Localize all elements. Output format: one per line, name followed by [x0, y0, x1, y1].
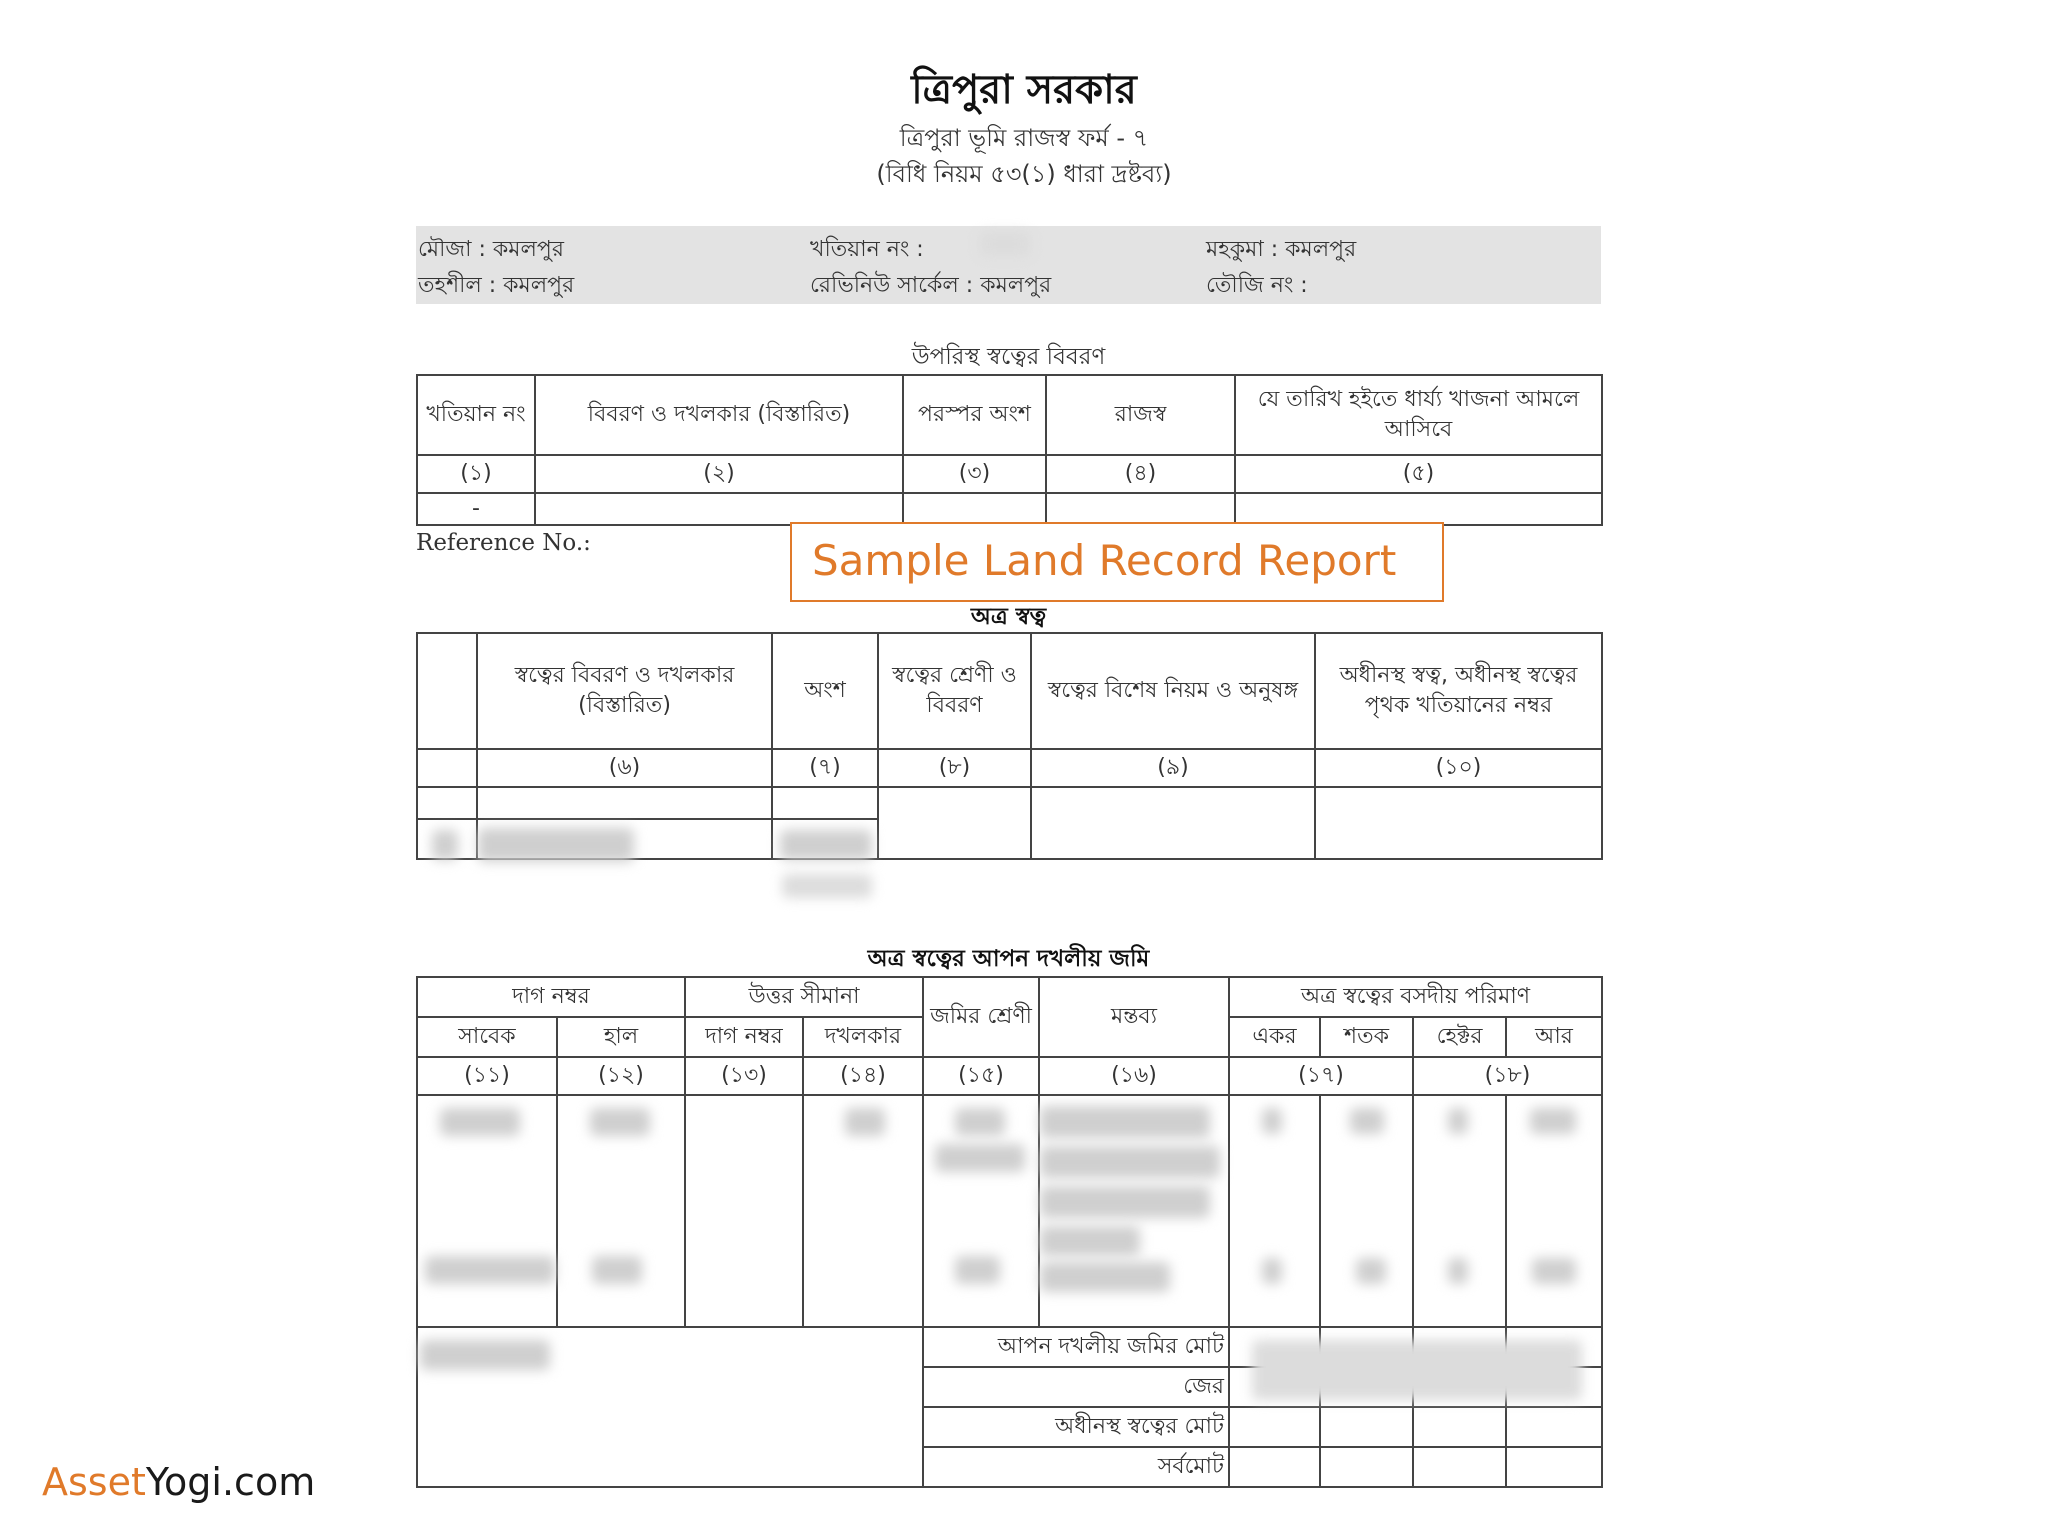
col-number: (১৫)	[923, 1057, 1039, 1095]
header-current: হাল	[557, 1017, 685, 1057]
carry-forward-label: জের	[923, 1367, 1229, 1407]
col-number: (১৮)	[1413, 1057, 1602, 1095]
superior-rights-table	[416, 374, 1603, 526]
table-cell	[878, 787, 1031, 859]
table-cell	[1229, 1407, 1320, 1447]
header-acre: একর	[1229, 1017, 1320, 1057]
col-number: (১১)	[417, 1057, 557, 1095]
redacted-land-class-2	[935, 1144, 1025, 1172]
redacted-shatak	[1356, 1258, 1386, 1284]
header-revenue: রাজস্ব	[1046, 375, 1235, 455]
table-cell	[903, 493, 1046, 525]
redacted-land-class	[955, 1256, 1000, 1284]
table-cell	[1315, 787, 1602, 859]
redacted-totals	[1252, 1340, 1582, 1400]
table3-title: অত্র স্বত্বের আপন দখলীয় জমি	[867, 946, 1150, 972]
redacted-share-note	[782, 874, 872, 898]
header-area: অত্র স্বত্বের বসদীয় পরিমাণ	[1229, 977, 1602, 1017]
redacted-hectare	[1448, 1108, 1468, 1134]
redacted-note	[420, 1340, 550, 1370]
redacted-acre	[1262, 1258, 1282, 1284]
sample-report-label	[790, 522, 1444, 602]
col-number: (১৬)	[1039, 1057, 1229, 1095]
header-north-owner: দখলকার	[803, 1017, 923, 1057]
header-effective-date: যে তারিখ হইতে ধার্য্য খাজনা আমলে আসিবে	[1235, 375, 1602, 455]
header-north-boundary: উত্তর সীমানা	[685, 977, 923, 1017]
header-special-terms: স্বত্বের বিশেষ নিয়ম ও অনুষঙ্গ	[1031, 633, 1315, 749]
redacted-khatian-no	[980, 232, 1030, 256]
redacted-shatak	[1350, 1108, 1384, 1134]
table-cell	[1031, 787, 1315, 859]
redacted-land-class	[955, 1108, 1005, 1136]
col-number: (৬)	[477, 749, 772, 787]
assetyogi-logo	[42, 1460, 315, 1504]
own-land-table	[416, 976, 1603, 1488]
redacted-serial	[432, 830, 458, 860]
table-cell	[1320, 1407, 1413, 1447]
col-number: (৪)	[1046, 455, 1235, 493]
col-number: (১)	[417, 455, 535, 493]
col-number: (৯)	[1031, 749, 1315, 787]
table-cell	[685, 1095, 803, 1327]
current-right-table	[416, 632, 1603, 860]
redacted-remarks	[1040, 1226, 1140, 1256]
subordinate-total-label: অধীনস্থ স্বত্বের মোট	[923, 1407, 1229, 1447]
redacted-are	[1532, 1258, 1576, 1284]
logo-part-yogi: Yogi.com	[145, 1460, 316, 1504]
header-shatak: শতক	[1320, 1017, 1413, 1057]
table-cell	[1506, 1407, 1602, 1447]
header-subordinate-rights: অধীনস্থ স্বত্ব, অধীনস্থ স্বত্বের পৃথক খতিয়ানের নম্বর	[1315, 633, 1602, 749]
reference-label: Reference No.:	[416, 530, 591, 556]
header-dag-number: দাগ নম্বর	[417, 977, 685, 1017]
header-remarks: মন্তব্য	[1039, 977, 1229, 1057]
total-own-land-label: আপন দখলীয় জমির মোট	[923, 1327, 1229, 1367]
revenue-circle-field: রেভিনিউ সার্কেল : কমলপুর	[810, 273, 1052, 298]
redacted-previous-dag	[440, 1108, 520, 1136]
subdivision-field: মহকুমা : কমলপুর	[1206, 237, 1357, 262]
table-cell	[1413, 1407, 1506, 1447]
redacted-hectare	[1448, 1258, 1468, 1284]
table-cell: -	[417, 493, 535, 525]
header-land-class: জমির শ্রেণী	[923, 977, 1039, 1057]
document-title: ত্রিপুরা সরকার	[911, 67, 1137, 113]
col-number: (৮)	[878, 749, 1031, 787]
col-number: (১২)	[557, 1057, 685, 1095]
tehsil-field: তহশীল : কমলপুর	[418, 273, 575, 298]
sample-report-text: Sample Land Record Report	[812, 536, 1397, 585]
table-cell	[772, 787, 878, 819]
header-khatian-no: খতিয়ান নং	[417, 375, 535, 455]
mouza-field: মৌজা : কমলপুর	[418, 237, 564, 262]
header-right-description: স্বত্বের বিবরণ ও দখলকার (বিস্তারিত)	[477, 633, 772, 749]
redacted-owner-name	[478, 828, 634, 862]
col-number: (৭)	[772, 749, 878, 787]
redacted-remarks	[1040, 1186, 1210, 1218]
redacted-are	[1530, 1108, 1576, 1134]
redacted-owner	[845, 1108, 885, 1136]
touzi-field: তৌজি নং :	[1206, 273, 1308, 298]
grand-total-label: সর্বমোট	[923, 1447, 1229, 1487]
table2-title: অত্র স্বত্ব	[970, 604, 1047, 630]
table-cell	[1235, 493, 1602, 525]
table1-title: উপরিস্থ স্বত্বের বিবরণ	[911, 344, 1106, 370]
col-number: (১০)	[1315, 749, 1602, 787]
col-number: (১৪)	[803, 1057, 923, 1095]
table-cell	[535, 493, 903, 525]
header-previous: সাবেক	[417, 1017, 557, 1057]
redacted-share	[780, 830, 872, 860]
header-right-class: স্বত্বের শ্রেণী ও বিবরণ	[878, 633, 1031, 749]
col-number: (৫)	[1235, 455, 1602, 493]
khatian-field: খতিয়ান নং :	[810, 237, 924, 262]
header-north-dag: দাগ নম্বর	[685, 1017, 803, 1057]
header-are: আর	[1506, 1017, 1602, 1057]
logo-part-asset: Asset	[42, 1460, 146, 1504]
table-cell	[1229, 1447, 1320, 1487]
header-blank	[417, 633, 477, 749]
redacted-remarks	[1040, 1146, 1220, 1178]
redacted-previous-dag	[425, 1256, 555, 1284]
redacted-remarks	[1040, 1106, 1210, 1138]
form-subtitle: ত্রিপুরা ভূমি রাজস্ব ফর্ম - ৭	[899, 124, 1149, 152]
table-cell	[1506, 1447, 1602, 1487]
col-number	[417, 749, 477, 787]
table-cell	[1046, 493, 1235, 525]
col-number: (২)	[535, 455, 903, 493]
table-cell	[1413, 1447, 1506, 1487]
header-hectare: হেক্টর	[1413, 1017, 1506, 1057]
redacted-acre	[1262, 1108, 1282, 1134]
table-cell	[1320, 1447, 1413, 1487]
col-number: (১৩)	[685, 1057, 803, 1095]
redacted-current-dag	[590, 1108, 650, 1136]
table-cell	[477, 787, 772, 819]
redacted-current-dag	[592, 1256, 642, 1284]
rule-reference: (বিধি নিয়ম ৫৩(১) ধারা দ্রষ্টব্য)	[876, 160, 1172, 188]
redacted-remarks	[1040, 1262, 1170, 1292]
table-cell	[417, 787, 477, 819]
col-number: (৩)	[903, 455, 1046, 493]
header-description-owner: বিবরণ ও দখলকার (বিস্তারিত)	[535, 375, 903, 455]
col-number: (১৭)	[1229, 1057, 1413, 1095]
header-mutual-share: পরস্পর অংশ	[903, 375, 1046, 455]
header-share: অংশ	[772, 633, 878, 749]
